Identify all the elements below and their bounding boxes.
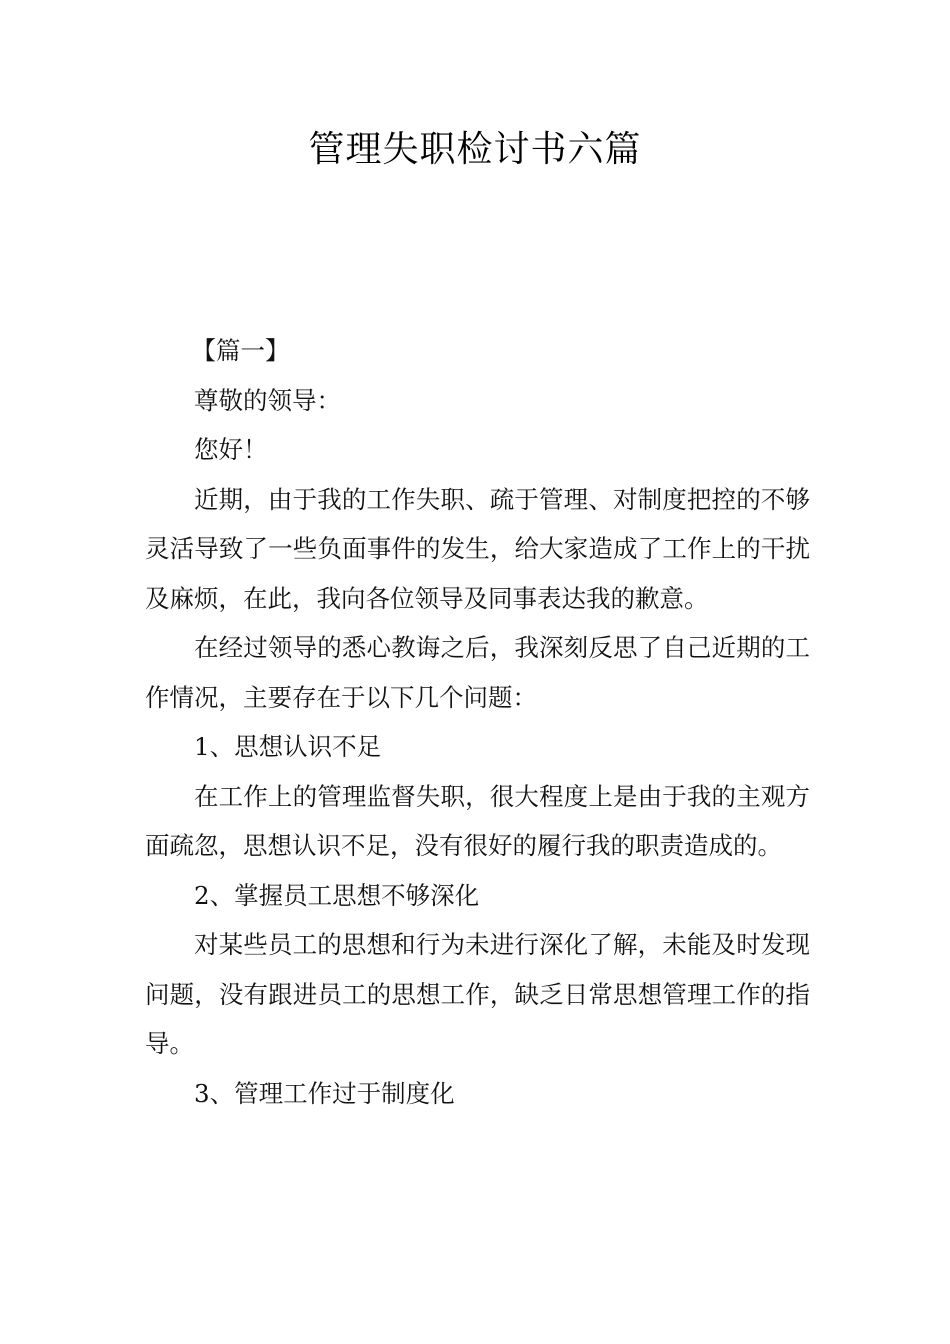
section-marker: 【篇一】: [191, 336, 290, 365]
point-heading: 1、思想认识不足: [194, 732, 382, 761]
document-body: [145, 326, 810, 1118]
point-heading: 2、掌握员工思想不够深化: [194, 880, 480, 910]
point-paragraph: 在工作上的管理监督失职，很大程度上是由于我的主观方面疏忽，思想认识不足，没有很好的履行我的职责造成的。: [145, 781, 810, 860]
document-title: 管理失职检讨书六篇: [308, 129, 642, 170]
body-paragraph: 在经过领导的悉心教诲之后，我深刻反思了自己近期的工作情况，主要存在于以下几个问题：: [145, 633, 810, 712]
body-paragraph: 近期，由于我的工作失职、疏于管理、对制度把控的不够灵活导致了一些负面事件的发生，给大家造成了工作上的干扰及麻烦，在此，我向各位领导及同事表达我的歉意。: [145, 484, 810, 613]
greeting: 您好！: [194, 435, 268, 464]
point-heading: 3、管理工作过于制度化: [194, 1078, 455, 1108]
point-paragraph: 对某些员工的思想和行为未进行深化了解，未能及时发现问题，没有跟进员工的思想工作，缺乏日常思想管理工作的指导。: [145, 930, 810, 1058]
salutation: 尊敬的领导：: [194, 385, 341, 415]
